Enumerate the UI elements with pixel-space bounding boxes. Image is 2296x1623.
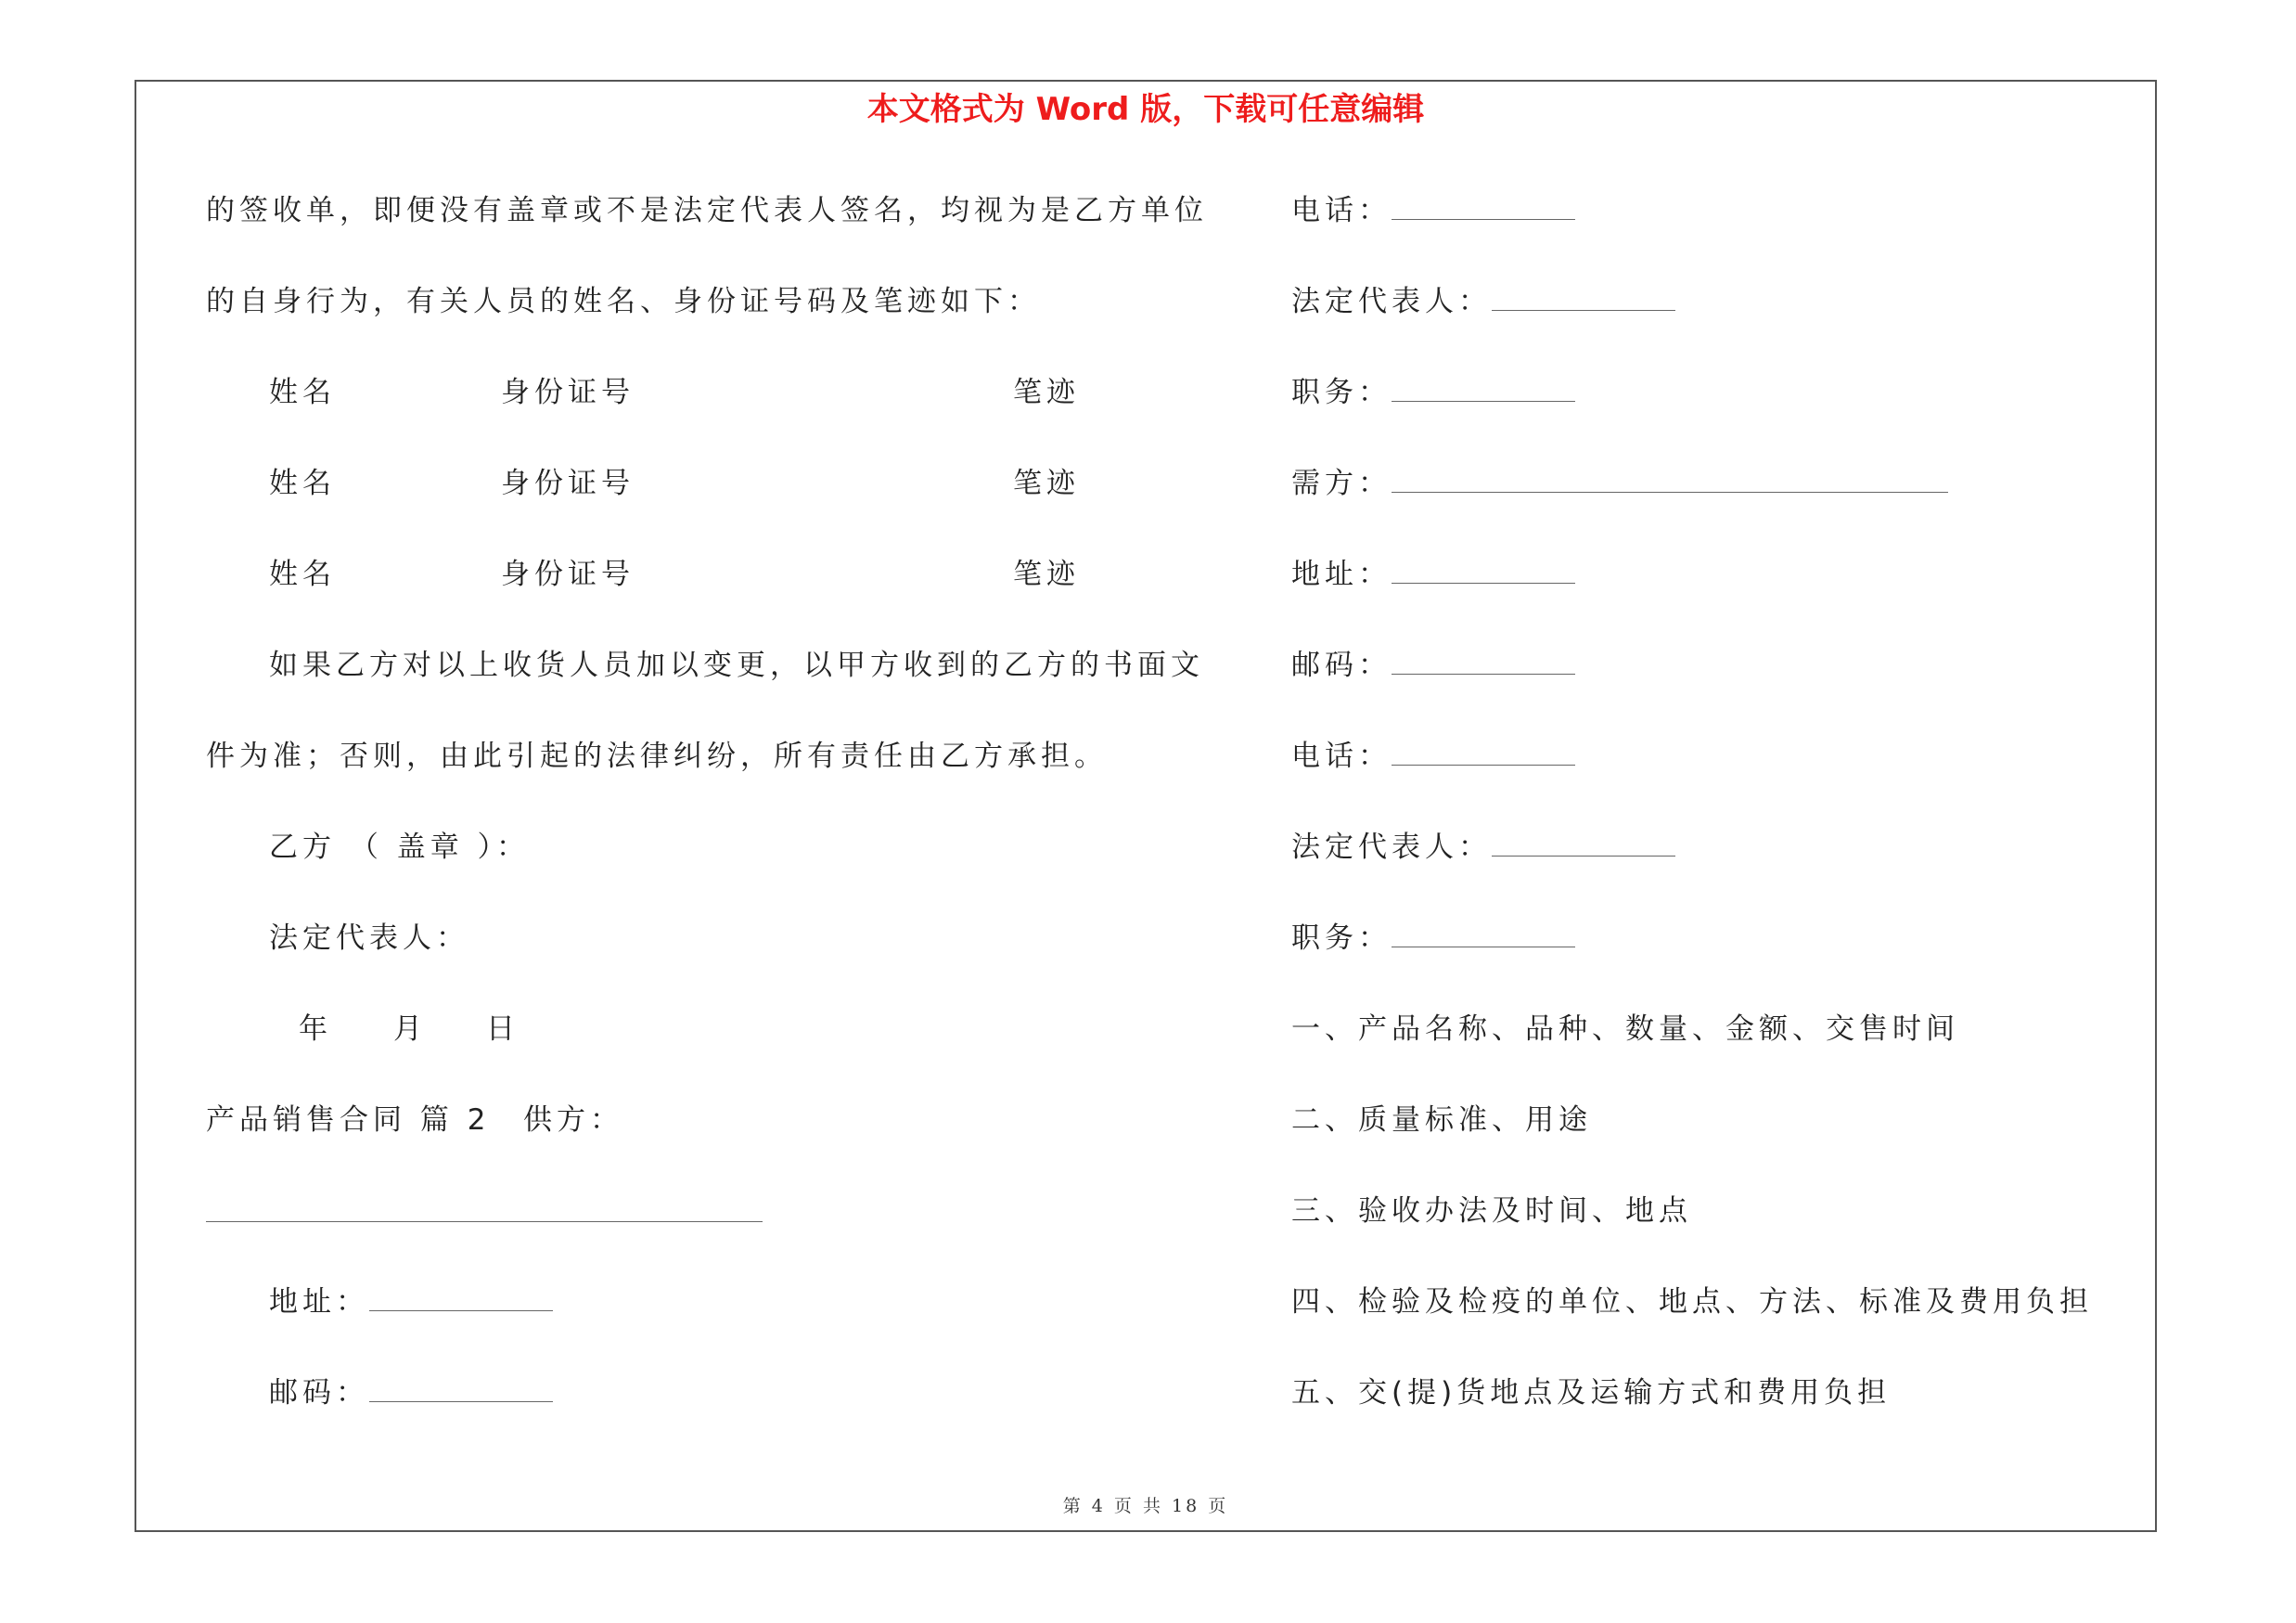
postcode-blank [1392, 650, 1575, 675]
id-label-1: 身份证号 [501, 376, 635, 409]
date-day: 日 [486, 1012, 519, 1046]
party-b-legal-rep: 法定代表人： [269, 921, 469, 955]
postcode-label: 邮码： [269, 1376, 369, 1410]
legal-rep-blank [1492, 286, 1675, 311]
position-label: 职务： [1291, 376, 1392, 409]
id-label-2: 身份证号 [501, 467, 635, 500]
clause-1: 一、产品名称、品种、数量、金额、交售时间 [1291, 1012, 1959, 1046]
contract-section-title: 产品销售合同 篇 2 [206, 1103, 491, 1137]
clause-3: 三、验收办法及时间、地点 [1291, 1194, 1692, 1228]
name-label-2: 姓名 [269, 467, 336, 500]
supplier-legal-rep-field [1291, 274, 1675, 329]
buyer-blank [1392, 468, 1948, 493]
id-label-3: 身份证号 [501, 558, 635, 591]
address-label: 地址： [269, 1285, 369, 1319]
left-line-6: 如果乙方对以上收货人员加以变更，以甲方收到的乙方的书面文 [269, 649, 1204, 682]
clause-5: 五、交(提)货地点及运输方式和费用负担 [1291, 1376, 1892, 1410]
date-month: 月 [393, 1012, 427, 1046]
left-line-1: 的签收单，即便没有盖章或不是法定代表人签名，均视为是乙方单位 [206, 194, 1208, 227]
supplier-position-field [1291, 365, 1575, 420]
buyer-legal-rep-field [1291, 819, 1675, 875]
date-year: 年 [299, 1012, 332, 1046]
address-label: 地址： [1291, 558, 1392, 591]
buyer-position-field [1291, 910, 1575, 966]
legal-rep-label: 法定代表人： [1291, 831, 1492, 864]
supplier-blank-line [206, 1221, 763, 1222]
phone-label: 电话： [1291, 740, 1392, 773]
postcode-label: 邮码： [1291, 649, 1392, 682]
phone-blank [1392, 195, 1575, 220]
signature-label-3: 笔迹 [1013, 558, 1080, 591]
clause-2: 二、质量标准、用途 [1291, 1103, 1592, 1137]
position-label: 职务： [1291, 921, 1392, 955]
buyer-field [1291, 456, 1948, 511]
supplier-address-field [269, 1274, 553, 1330]
phone-label: 电话： [1291, 194, 1392, 227]
buyer-label: 需方： [1291, 467, 1392, 500]
signature-label-1: 笔迹 [1013, 376, 1080, 409]
party-b-seal: 乙方 （ 盖章 ）： [269, 831, 531, 864]
buyer-phone-field [1291, 728, 1575, 784]
legal-rep-blank [1492, 831, 1675, 857]
postcode-blank [369, 1377, 553, 1402]
address-blank [1392, 559, 1575, 584]
supplier-postcode-field [269, 1365, 553, 1421]
left-line-7: 件为准；否则，由此引起的法律纠纷，所有责任由乙方承担。 [206, 740, 1108, 773]
signature-label-2: 笔迹 [1013, 467, 1080, 500]
legal-rep-label: 法定代表人： [1291, 285, 1492, 318]
page-number-footer: 第 4 页 共 18 页 [1062, 1496, 1229, 1516]
clause-4: 四、检验及检疫的单位、地点、方法、标准及费用负担 [1291, 1285, 2093, 1319]
buyer-postcode-field [1291, 638, 1575, 693]
position-blank [1392, 377, 1575, 402]
word-format-banner: 本文格式为 Word 版，下载可任意编辑 [866, 91, 1425, 128]
address-blank [369, 1286, 553, 1311]
name-label-1: 姓名 [269, 376, 336, 409]
phone-blank [1392, 741, 1575, 766]
buyer-address-field [1291, 547, 1575, 602]
name-label-3: 姓名 [269, 558, 336, 591]
supplier-label: 供方： [523, 1103, 623, 1137]
position-blank [1392, 922, 1575, 947]
supplier-phone-field [1291, 183, 1575, 238]
left-line-2: 的自身行为，有关人员的姓名、身份证号码及笔迹如下： [206, 285, 1041, 318]
